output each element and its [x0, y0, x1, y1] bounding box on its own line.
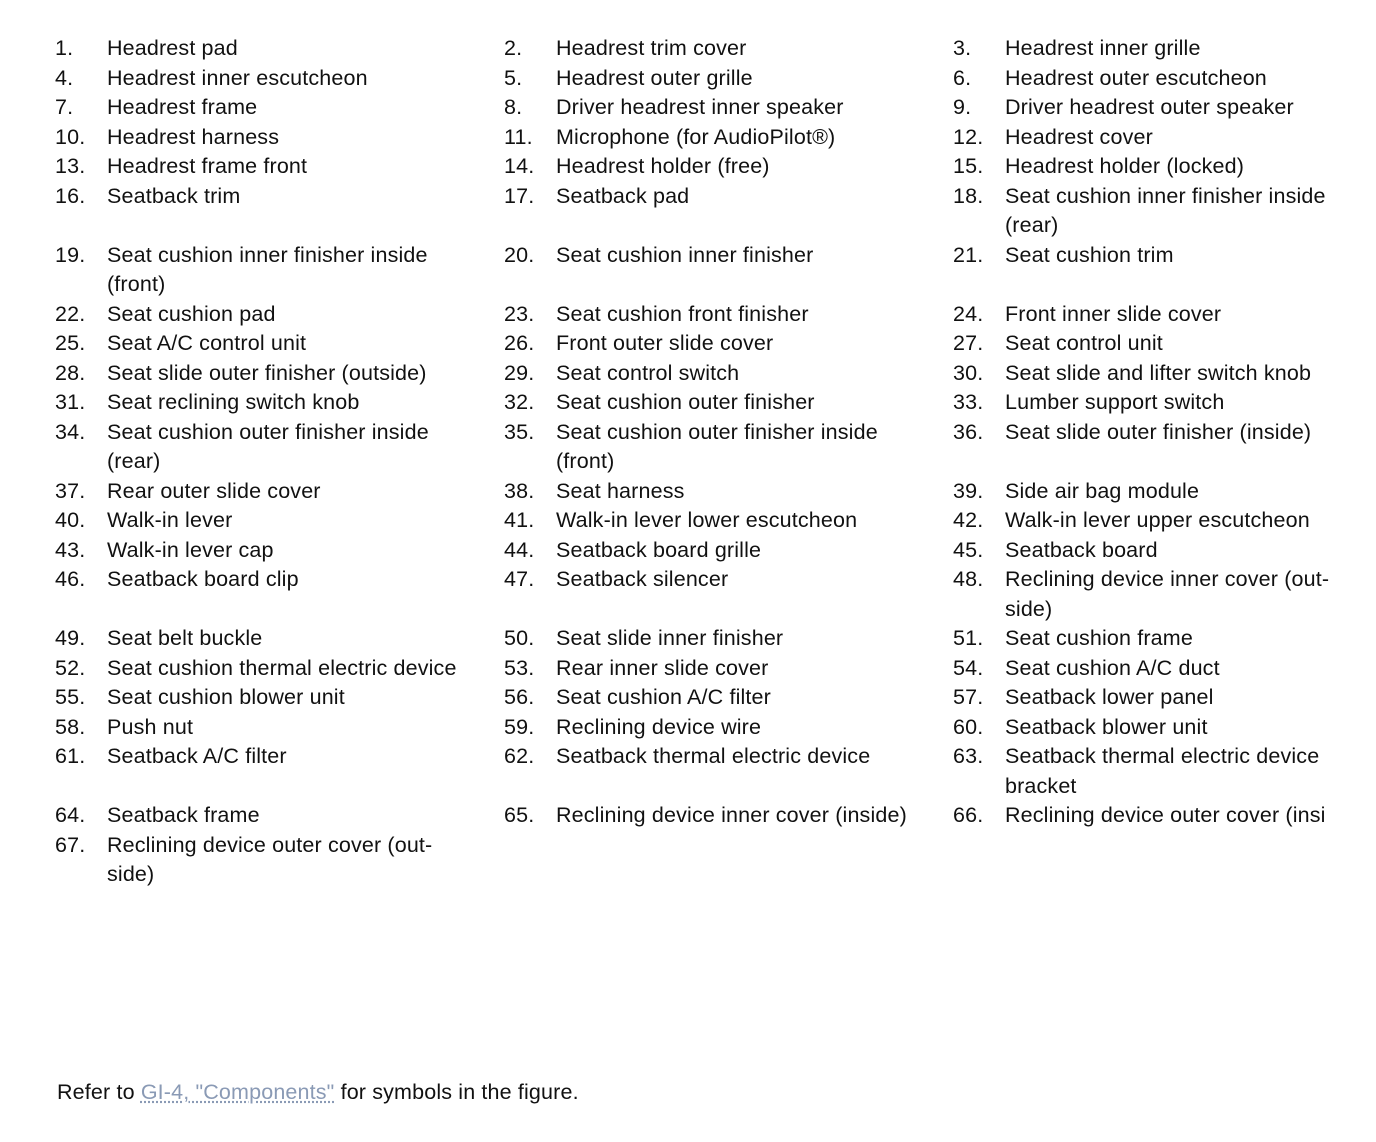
item-name: Seat harness: [556, 478, 685, 503]
list-item: [504, 34, 953, 64]
item-name: Seat cushion outer finisher inside (rear): [107, 419, 429, 473]
list-item: [55, 418, 504, 477]
item-number: 60.: [953, 714, 984, 739]
list-item: [504, 418, 953, 477]
list-item: [504, 93, 953, 123]
list-item: [953, 300, 1355, 330]
item-number: 53.: [504, 655, 535, 680]
item-number: 46.: [55, 567, 86, 591]
item-number: 21.: [953, 242, 984, 267]
item-number: 66.: [953, 803, 984, 827]
item-number: 7.: [55, 95, 74, 119]
item-number: 1.: [55, 36, 74, 60]
list-item: [55, 123, 504, 153]
item-number: 25.: [55, 331, 86, 355]
list-item: [504, 64, 953, 94]
list-item: [504, 123, 953, 153]
item-number: 18.: [953, 183, 984, 208]
item-name: Headrest trim cover: [556, 36, 747, 60]
item-name: Seat cushion blower unit: [107, 685, 345, 709]
item-name: Headrest outer escutcheon: [1005, 65, 1267, 90]
item-name: Seat cushion inner finisher inside (front): [107, 242, 428, 296]
item-name: Seat cushion A/C duct: [1005, 655, 1220, 680]
item-number: 41.: [504, 508, 535, 532]
list-item: [504, 713, 953, 743]
parts-list: [55, 34, 1355, 890]
item-name: Seatback A/C filter: [107, 744, 287, 768]
item-name: Seat cushion outer finisher: [556, 390, 815, 414]
item-number: 32.: [504, 390, 535, 414]
item-number: 48.: [953, 567, 984, 591]
item-number: 13.: [55, 154, 86, 178]
item-number: 15.: [953, 154, 984, 178]
item-name: Seat A/C control unit: [107, 331, 307, 355]
item-number: 61.: [55, 744, 86, 768]
item-name: Driver headrest outer speaker: [1005, 95, 1294, 119]
item-number: 10.: [55, 124, 86, 149]
item-number: 51.: [953, 626, 984, 650]
list-item: [953, 477, 1355, 507]
item-name: Headrest holder (free): [556, 154, 770, 178]
item-name: Seat slide inner finisher: [556, 626, 784, 650]
item-number: 17.: [504, 183, 535, 208]
list-item: [55, 565, 504, 624]
item-number: 5.: [504, 65, 523, 90]
item-number: 50.: [504, 626, 535, 650]
item-number: 55.: [55, 685, 86, 709]
item-name: Walk-in lever cap: [107, 537, 274, 562]
list-item: [504, 388, 953, 418]
item-number: 14.: [504, 154, 535, 178]
components-reference-link[interactable]: GI-4, "Components": [140, 1080, 335, 1104]
item-name: Headrest inner escutcheon: [107, 65, 368, 90]
list-item: [953, 683, 1355, 713]
item-number: 59.: [504, 714, 535, 739]
list-item: [953, 654, 1355, 684]
item-name: Headrest frame front: [107, 154, 308, 178]
item-name: Seatback thermal electric device bracket: [1005, 744, 1320, 798]
item-number: 8.: [504, 95, 523, 119]
item-number: 24.: [953, 301, 984, 326]
list-item: [953, 93, 1355, 123]
item-name: Reclining device outer cover (out-side): [107, 832, 433, 886]
item-number: 12.: [953, 124, 984, 149]
item-name: Rear inner slide cover: [556, 655, 769, 680]
item-name: Side air bag module: [1005, 478, 1200, 503]
list-item: [504, 565, 953, 624]
item-number: 49.: [55, 626, 86, 650]
list-item: [55, 388, 504, 418]
item-number: 26.: [504, 331, 535, 355]
list-item: [55, 654, 504, 684]
item-number: 34.: [55, 419, 86, 444]
item-name: Seat cushion trim: [1005, 242, 1174, 267]
item-name: Seat control unit: [1005, 331, 1163, 355]
item-name: Headrest outer grille: [556, 65, 753, 90]
item-number: 33.: [953, 390, 984, 414]
list-item: [953, 536, 1355, 566]
item-name: Rear outer slide cover: [107, 478, 321, 503]
item-number: 30.: [953, 360, 984, 385]
item-number: 4.: [55, 65, 74, 90]
item-number: 40.: [55, 508, 86, 532]
item-number: 43.: [55, 537, 86, 562]
list-item: [953, 801, 1355, 831]
item-name: Seatback silencer: [556, 567, 729, 591]
list-item: [953, 34, 1355, 64]
item-name: Headrest cover: [1005, 124, 1153, 149]
item-number: 45.: [953, 537, 984, 562]
item-name: Headrest holder (locked): [1005, 154, 1245, 178]
list-item: [504, 477, 953, 507]
item-name: Walk-in lever: [107, 508, 233, 532]
item-number: 19.: [55, 242, 86, 267]
item-number: 54.: [953, 655, 984, 680]
reference-suffix: for symbols in the figure.: [334, 1080, 579, 1104]
list-item: [504, 152, 953, 182]
item-number: 38.: [504, 478, 535, 503]
list-item: [953, 241, 1355, 300]
item-name: Reclining device outer cover (insi: [1005, 803, 1326, 827]
item-number: 31.: [55, 390, 86, 414]
item-name: Seat cushion frame: [1005, 626, 1193, 650]
item-number: 22.: [55, 301, 86, 326]
item-name: Seat cushion thermal electric device: [107, 655, 457, 680]
item-number: 35.: [504, 419, 535, 444]
item-name: Front outer slide cover: [556, 331, 774, 355]
item-number: 65.: [504, 803, 535, 827]
list-item: [504, 654, 953, 684]
item-number: 52.: [55, 655, 86, 680]
list-item: [55, 152, 504, 182]
list-item: [55, 329, 504, 359]
list-item: [55, 359, 504, 389]
item-number: 39.: [953, 478, 984, 503]
item-number: 20.: [504, 242, 535, 267]
item-name: Microphone (for AudioPilot®): [556, 124, 836, 149]
item-number: 2.: [504, 36, 523, 60]
list-item: [504, 241, 953, 300]
list-item: [55, 64, 504, 94]
item-number: 44.: [504, 537, 535, 562]
list-item: [55, 713, 504, 743]
list-item: [55, 182, 504, 241]
list-item: [953, 742, 1355, 801]
item-number: 28.: [55, 360, 86, 385]
list-item: [953, 506, 1355, 536]
item-name: Seat cushion pad: [107, 301, 276, 326]
item-number: 6.: [953, 65, 972, 90]
list-item: [953, 152, 1355, 182]
item-name: Seatback board grille: [556, 537, 762, 562]
list-item: [504, 536, 953, 566]
item-name: Seat cushion front finisher: [556, 301, 809, 326]
reference-note: [57, 1078, 579, 1106]
item-name: Seat cushion inner finisher inside (rear): [1005, 183, 1326, 237]
item-name: Seat cushion inner finisher: [556, 242, 814, 267]
item-name: Reclining device inner cover (out-side): [1005, 567, 1330, 621]
item-name: Seat control switch: [556, 360, 740, 385]
item-name: Seatback lower panel: [1005, 685, 1214, 709]
item-number: 58.: [55, 714, 86, 739]
item-number: 37.: [55, 478, 86, 503]
item-name: Reclining device inner cover (inside): [556, 803, 907, 827]
list-item: [55, 801, 504, 831]
item-number: 27.: [953, 331, 984, 355]
item-name: Walk-in lever upper escutcheon: [1005, 508, 1310, 532]
list-item: [504, 182, 953, 241]
item-number: 63.: [953, 744, 984, 768]
list-item: [55, 300, 504, 330]
item-name: Seatback board: [1005, 537, 1158, 562]
item-name: Seat slide outer finisher (outside): [107, 360, 427, 385]
list-item: [504, 329, 953, 359]
list-item: [55, 624, 504, 654]
item-number: 9.: [953, 95, 972, 119]
item-name: Seatback frame: [107, 803, 260, 827]
item-number: 64.: [55, 803, 86, 827]
item-name: Seat slide outer finisher (inside): [1005, 419, 1312, 444]
item-name: Seatback pad: [556, 183, 690, 208]
list-item: [953, 713, 1355, 743]
item-name: Seatback thermal electric device: [556, 744, 871, 768]
list-item: [55, 683, 504, 713]
list-item: [504, 300, 953, 330]
item-name: Seat cushion outer finisher inside (front): [556, 419, 878, 473]
item-number: 23.: [504, 301, 535, 326]
item-number: 47.: [504, 567, 535, 591]
item-number: 3.: [953, 36, 972, 60]
item-name: Reclining device wire: [556, 714, 762, 739]
list-item: [55, 536, 504, 566]
item-name: Seat slide and lifter switch knob: [1005, 360, 1312, 385]
item-name: Headrest pad: [107, 36, 238, 60]
reference-prefix: Refer to: [57, 1080, 141, 1104]
list-item: [55, 831, 504, 890]
list-item: [953, 565, 1355, 624]
item-number: 29.: [504, 360, 535, 385]
item-name: Seatback blower unit: [1005, 714, 1208, 739]
item-name: Headrest frame: [107, 95, 258, 119]
list-item: [504, 506, 953, 536]
item-name: Seat cushion A/C filter: [556, 685, 771, 709]
list-item: [953, 418, 1355, 477]
list-item: [504, 742, 953, 801]
item-name: Driver headrest inner speaker: [556, 95, 844, 119]
list-item: [953, 123, 1355, 153]
item-number: 16.: [55, 183, 86, 208]
item-name: Seat belt buckle: [107, 626, 263, 650]
item-number: 57.: [953, 685, 984, 709]
list-item: [55, 34, 504, 64]
list-item: [55, 742, 504, 801]
item-name: Walk-in lever lower escutcheon: [556, 508, 858, 532]
list-item: [504, 359, 953, 389]
item-number: 36.: [953, 419, 984, 444]
item-name: Headrest harness: [107, 124, 280, 149]
item-name: Push nut: [107, 714, 194, 739]
item-name: Seat reclining switch knob: [107, 390, 360, 414]
item-name: Seatback board clip: [107, 567, 299, 591]
list-item: [55, 93, 504, 123]
list-item: [953, 64, 1355, 94]
list-item: [504, 801, 953, 831]
item-name: Lumber support switch: [1005, 390, 1225, 414]
item-number: 42.: [953, 508, 984, 532]
item-name: Seatback trim: [107, 183, 241, 208]
list-item: [953, 624, 1355, 654]
list-item: [504, 624, 953, 654]
item-name: Headrest inner grille: [1005, 36, 1201, 60]
list-item: [55, 241, 504, 300]
list-item: [953, 329, 1355, 359]
list-item: [55, 506, 504, 536]
item-number: 11.: [504, 124, 533, 149]
list-item: [504, 683, 953, 713]
item-number: 62.: [504, 744, 535, 768]
list-item: [953, 182, 1355, 241]
item-number: 56.: [504, 685, 535, 709]
list-item: [953, 388, 1355, 418]
list-item: [55, 477, 504, 507]
item-name: Front inner slide cover: [1005, 301, 1222, 326]
list-item: [953, 359, 1355, 389]
item-number: 67.: [55, 832, 86, 857]
